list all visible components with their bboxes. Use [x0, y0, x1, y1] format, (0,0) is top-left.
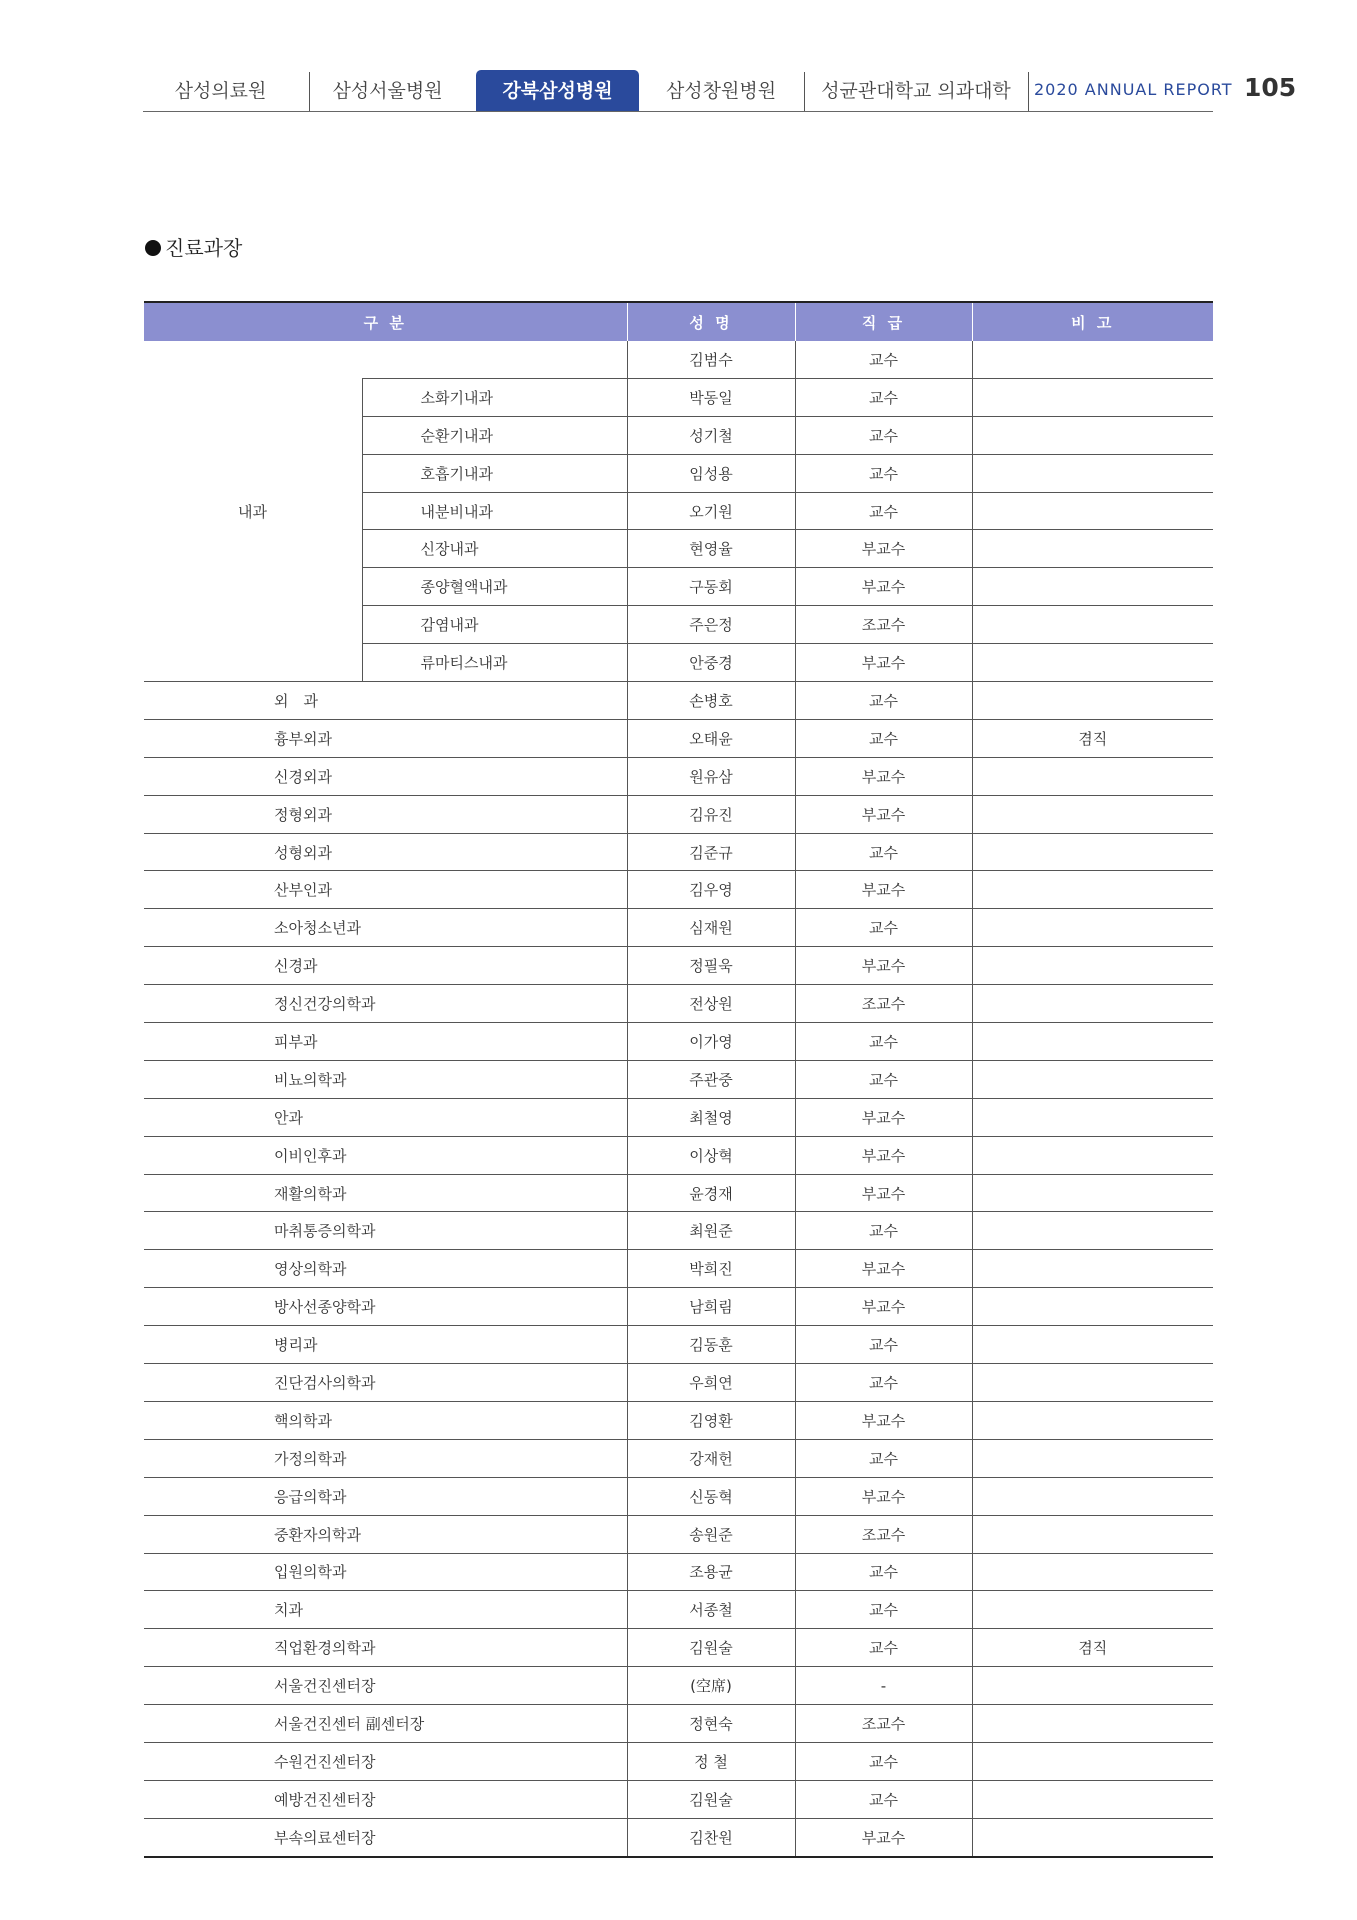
note-cell — [972, 1401, 1213, 1439]
department-cell: 핵의학과 — [144, 1401, 627, 1439]
department-cell: 영상의학과 — [144, 1250, 627, 1288]
table-row — [144, 1364, 1213, 1402]
name-cell: 주관중 — [627, 1060, 795, 1098]
note-cell — [972, 1136, 1213, 1174]
tab-divider — [1028, 72, 1029, 112]
name-cell: 우희연 — [627, 1364, 795, 1402]
rank-cell: 부교수 — [795, 1174, 972, 1212]
rank-cell: 조교수 — [795, 1515, 972, 1553]
note-cell — [972, 1439, 1213, 1477]
column-header-division: 구 분 — [144, 302, 627, 341]
rank-cell: 부교수 — [795, 1098, 972, 1136]
table-row — [144, 1326, 1213, 1364]
rank-cell: 부교수 — [795, 871, 972, 909]
table-row — [144, 682, 1213, 720]
annual-report-label: 2020 ANNUAL REPORT — [1034, 80, 1233, 99]
note-cell — [972, 1553, 1213, 1591]
name-cell: 김영환 — [627, 1401, 795, 1439]
note-cell — [972, 947, 1213, 985]
name-cell: 김유진 — [627, 795, 795, 833]
rank-cell: 교수 — [795, 1023, 972, 1061]
name-cell: 박희진 — [627, 1250, 795, 1288]
table-row — [144, 1060, 1213, 1098]
note-cell — [972, 795, 1213, 833]
table-row — [144, 1629, 1213, 1667]
note-cell — [972, 341, 1213, 378]
table-row — [144, 1212, 1213, 1250]
rank-cell: 교수 — [795, 909, 972, 947]
note-cell: 겸직 — [972, 719, 1213, 757]
rank-cell: 교수 — [795, 1742, 972, 1780]
rank-cell: 부교수 — [795, 1250, 972, 1288]
rank-cell: 교수 — [795, 1364, 972, 1402]
table-row — [144, 1023, 1213, 1061]
department-cell: 서울건진센터장 — [144, 1667, 627, 1705]
note-cell: 겸직 — [972, 1629, 1213, 1667]
tab-samsung-medical-center[interactable]: 삼성의료원 — [174, 80, 267, 102]
name-cell: 구동회 — [627, 568, 795, 606]
rank-cell: 교수 — [795, 1780, 972, 1818]
rank-cell: 부교수 — [795, 1477, 972, 1515]
rank-cell: 교수 — [795, 682, 972, 720]
subdept-cell: 순환기내과 — [362, 416, 627, 454]
note-cell — [972, 1212, 1213, 1250]
department-cell: 산부인과 — [144, 871, 627, 909]
department-cell: 부속의료센터장 — [144, 1818, 627, 1856]
name-cell: 박동일 — [627, 378, 795, 416]
note-cell — [972, 606, 1213, 644]
name-cell: 손병호 — [627, 682, 795, 720]
table-row — [144, 341, 1213, 378]
department-cell: 병리과 — [144, 1326, 627, 1364]
rank-cell: 교수 — [795, 1591, 972, 1629]
department-cell: 마취통증의학과 — [144, 1212, 627, 1250]
name-cell: 현영율 — [627, 530, 795, 568]
note-cell — [972, 909, 1213, 947]
table-row — [144, 1098, 1213, 1136]
department-cell: 예방건진센터장 — [144, 1780, 627, 1818]
note-cell — [972, 1477, 1213, 1515]
rank-cell: 부교수 — [795, 757, 972, 795]
rank-cell: 교수 — [795, 1439, 972, 1477]
note-cell — [972, 1705, 1213, 1743]
name-cell: 오기원 — [627, 492, 795, 530]
rank-cell: 부교수 — [795, 947, 972, 985]
table-row — [144, 1136, 1213, 1174]
name-cell: 김범수 — [627, 341, 795, 378]
department-cell: 서울건진센터 副센터장 — [144, 1705, 627, 1743]
department-cell: 정형외과 — [144, 795, 627, 833]
rank-cell: 부교수 — [795, 644, 972, 682]
note-cell — [972, 1023, 1213, 1061]
rank-cell: 부교수 — [795, 568, 972, 606]
table-row — [144, 1742, 1213, 1780]
department-cell: 피부과 — [144, 1023, 627, 1061]
note-cell — [972, 1818, 1213, 1856]
name-cell: 최철영 — [627, 1098, 795, 1136]
note-cell — [972, 454, 1213, 492]
name-cell: 이상혁 — [627, 1136, 795, 1174]
note-cell — [972, 1250, 1213, 1288]
note-cell — [972, 1326, 1213, 1364]
page-number: 105 — [1244, 73, 1297, 102]
note-cell — [972, 871, 1213, 909]
name-cell: 송원준 — [627, 1515, 795, 1553]
rank-cell: 교수 — [795, 719, 972, 757]
table-row — [144, 1174, 1213, 1212]
department-cell: 치과 — [144, 1591, 627, 1629]
table-row — [144, 947, 1213, 985]
department-cell: 직업환경의학과 — [144, 1629, 627, 1667]
rank-cell: 교수 — [795, 833, 972, 871]
note-cell — [972, 1515, 1213, 1553]
tab-skku-medicine[interactable]: 성균관대학교 의과대학 — [821, 80, 1011, 102]
rank-cell: 조교수 — [795, 985, 972, 1023]
department-cell: 안과 — [144, 1098, 627, 1136]
note-cell — [972, 757, 1213, 795]
rank-cell: 부교수 — [795, 1818, 972, 1856]
rank-cell: 교수 — [795, 1326, 972, 1364]
table-row — [144, 1515, 1213, 1553]
column-header-rank: 직 급 — [795, 302, 972, 341]
name-cell: 정 철 — [627, 1742, 795, 1780]
column-header-name: 성 명 — [627, 302, 795, 341]
rank-cell: 교수 — [795, 1212, 972, 1250]
table-body — [144, 341, 1213, 1857]
table-row — [144, 1288, 1213, 1326]
tab-kangbuk-samsung-hospital[interactable]: 강북삼성병원 — [476, 70, 639, 112]
name-cell: 주은정 — [627, 606, 795, 644]
subdept-cell — [362, 341, 627, 378]
note-cell — [972, 1591, 1213, 1629]
note-cell — [972, 1780, 1213, 1818]
name-cell: 남희림 — [627, 1288, 795, 1326]
department-cell: 진단검사의학과 — [144, 1364, 627, 1402]
note-cell — [972, 1288, 1213, 1326]
table-row — [144, 757, 1213, 795]
name-cell: 임성용 — [627, 454, 795, 492]
department-cell: 중환자의학과 — [144, 1515, 627, 1553]
rank-cell: 교수 — [795, 416, 972, 454]
table-header-row — [144, 302, 1213, 341]
subdept-cell: 류마티스내과 — [362, 644, 627, 682]
name-cell: 정현숙 — [627, 1705, 795, 1743]
rank-cell: 조교수 — [795, 606, 972, 644]
department-cell: 응급의학과 — [144, 1477, 627, 1515]
section-title — [145, 232, 242, 261]
note-cell — [972, 1742, 1213, 1780]
department-cell: 외 과 — [144, 682, 627, 720]
department-cell: 방사선종양학과 — [144, 1288, 627, 1326]
table-row — [144, 719, 1213, 757]
department-cell: 소아청소년과 — [144, 909, 627, 947]
name-cell: 김동훈 — [627, 1326, 795, 1364]
table-row — [144, 1780, 1213, 1818]
name-cell: 신동혁 — [627, 1477, 795, 1515]
name-cell: 김우영 — [627, 871, 795, 909]
column-header-note: 비 고 — [972, 302, 1213, 341]
subdept-cell: 내분비내과 — [362, 492, 627, 530]
table-row — [144, 1818, 1213, 1856]
table-row — [144, 1667, 1213, 1705]
subdept-cell: 신장내과 — [362, 530, 627, 568]
department-cell: 신경과 — [144, 947, 627, 985]
name-cell: 오태윤 — [627, 719, 795, 757]
note-cell — [972, 644, 1213, 682]
table-row — [144, 1591, 1213, 1629]
note-cell — [972, 530, 1213, 568]
tab-samsung-seoul-hospital[interactable]: 삼성서울병원 — [332, 80, 443, 102]
note-cell — [972, 568, 1213, 606]
note-cell — [972, 378, 1213, 416]
note-cell — [972, 1060, 1213, 1098]
department-cell: 수원건진센터장 — [144, 1742, 627, 1780]
rank-cell: 교수 — [795, 454, 972, 492]
bullet-icon — [145, 240, 161, 256]
table-row — [144, 909, 1213, 947]
department-cell: 성형외과 — [144, 833, 627, 871]
table-row — [144, 1705, 1213, 1743]
rank-cell: 부교수 — [795, 1288, 972, 1326]
subdept-cell: 호흡기내과 — [362, 454, 627, 492]
table-row — [144, 1439, 1213, 1477]
name-cell: 김원술 — [627, 1780, 795, 1818]
note-cell — [972, 682, 1213, 720]
subdept-cell: 소화기내과 — [362, 378, 627, 416]
name-cell: 윤경재 — [627, 1174, 795, 1212]
name-cell: 전상원 — [627, 985, 795, 1023]
name-cell: 정필욱 — [627, 947, 795, 985]
table-row — [144, 1477, 1213, 1515]
department-cell: 이비인후과 — [144, 1136, 627, 1174]
note-cell — [972, 833, 1213, 871]
note-cell — [972, 985, 1213, 1023]
name-cell: 심재원 — [627, 909, 795, 947]
rank-cell: 부교수 — [795, 1136, 972, 1174]
rank-cell: 교수 — [795, 378, 972, 416]
tab-samsung-changwon-hospital[interactable]: 삼성창원병원 — [665, 80, 777, 102]
name-cell: 안중경 — [627, 644, 795, 682]
table-row — [144, 1401, 1213, 1439]
note-cell — [972, 492, 1213, 530]
table-row — [144, 795, 1213, 833]
table-row — [144, 985, 1213, 1023]
name-cell: 최원준 — [627, 1212, 795, 1250]
rank-cell: 조교수 — [795, 1705, 972, 1743]
department-cell: 비뇨의학과 — [144, 1060, 627, 1098]
name-cell: 원유삼 — [627, 757, 795, 795]
name-cell: 조용균 — [627, 1553, 795, 1591]
subdept-cell: 종양혈액내과 — [362, 568, 627, 606]
subdept-cell: 감염내과 — [362, 606, 627, 644]
name-cell: 서종철 — [627, 1591, 795, 1629]
name-cell: 김찬원 — [627, 1818, 795, 1856]
rank-cell: 교수 — [795, 1553, 972, 1591]
table-row — [144, 1553, 1213, 1591]
note-cell — [972, 1098, 1213, 1136]
department-cell: 입원의학과 — [144, 1553, 627, 1591]
department-cell: 가정의학과 — [144, 1439, 627, 1477]
rank-cell: 부교수 — [795, 1401, 972, 1439]
rank-cell: 부교수 — [795, 795, 972, 833]
note-cell — [972, 1174, 1213, 1212]
rank-cell: 교수 — [795, 1629, 972, 1667]
internal-medicine-label: 내과 — [144, 341, 362, 682]
note-cell — [972, 1667, 1213, 1705]
table-row — [144, 1250, 1213, 1288]
rank-cell: 교수 — [795, 341, 972, 378]
department-cell: 신경외과 — [144, 757, 627, 795]
name-cell: 김원술 — [627, 1629, 795, 1667]
note-cell — [972, 1364, 1213, 1402]
rank-cell: 부교수 — [795, 530, 972, 568]
rank-cell: - — [795, 1667, 972, 1705]
name-cell: 성기철 — [627, 416, 795, 454]
note-cell — [972, 416, 1213, 454]
table-row — [144, 871, 1213, 909]
section-title-text: 진료과장 — [165, 236, 243, 260]
department-cell: 흉부외과 — [144, 719, 627, 757]
name-cell: 이가영 — [627, 1023, 795, 1061]
rank-cell: 교수 — [795, 492, 972, 530]
department-cell: 정신건강의학과 — [144, 985, 627, 1023]
rank-cell: 교수 — [795, 1060, 972, 1098]
name-cell: 강재헌 — [627, 1439, 795, 1477]
name-cell: (空席) — [627, 1667, 795, 1705]
department-cell: 재활의학과 — [144, 1174, 627, 1212]
name-cell: 김준규 — [627, 833, 795, 871]
nav-underline — [143, 111, 1213, 112]
department-heads-table — [144, 301, 1213, 1858]
table-row — [144, 833, 1213, 871]
